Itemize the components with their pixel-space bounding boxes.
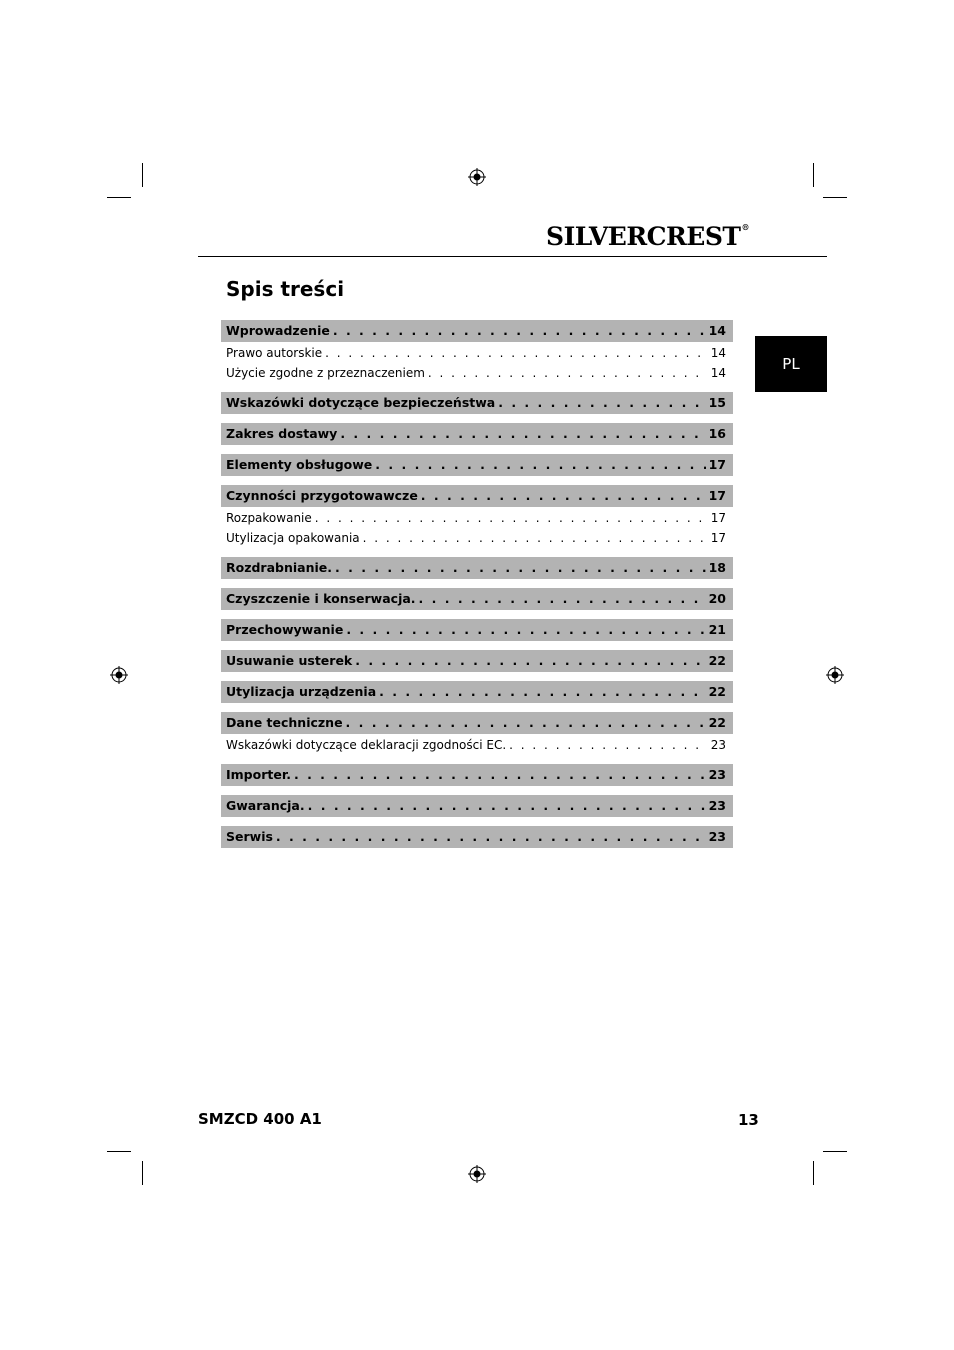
toc-section-title: Gwarancja. [226, 798, 305, 813]
toc-section-entry[interactable] [221, 588, 733, 610]
crop-mark [823, 197, 847, 198]
toc-section-title: Przechowywanie [226, 622, 344, 637]
toc-section-entry[interactable] [221, 454, 733, 476]
toc-leader-dots [419, 588, 706, 610]
toc-section-title: Dane techniczne [226, 715, 343, 730]
toc-section-page: 17 [708, 457, 726, 472]
toc-section-title: Elementy obsługowe [226, 457, 373, 472]
toc-section-entry[interactable] [221, 826, 733, 848]
crop-mark [823, 1151, 847, 1152]
toc-section-page: 21 [708, 622, 726, 637]
toc-section-entry[interactable] [221, 619, 733, 641]
crosshair-registration-icon [468, 168, 486, 186]
crosshair-registration-icon [468, 1165, 486, 1183]
toc-subsection-entry[interactable] [221, 528, 733, 548]
toc-leader-dots [363, 528, 708, 548]
toc-subsection-page: 17 [710, 511, 726, 525]
toc-section-page: 22 [708, 653, 726, 668]
toc-section-entry[interactable] [221, 320, 733, 342]
toc-section-page: 23 [708, 767, 726, 782]
crosshair-registration-icon [826, 666, 844, 684]
toc-leader-dots [379, 681, 705, 703]
toc-leader-dots [355, 650, 705, 672]
toc-section-page: 15 [708, 395, 726, 410]
toc-section-page: 14 [708, 323, 726, 338]
toc-section-title: Usuwanie usterek [226, 653, 353, 668]
toc-leader-dots [375, 454, 705, 476]
toc-leader-dots [294, 764, 706, 786]
toc-section-entry[interactable] [221, 423, 733, 445]
toc-section-title: Rozdrabnianie. [226, 560, 333, 575]
toc-section-entry[interactable] [221, 485, 733, 507]
toc-section-page: 22 [708, 684, 726, 699]
toc-leader-dots [498, 392, 705, 414]
toc-leader-dots [346, 712, 706, 734]
toc-section-page: 17 [708, 488, 726, 503]
brand-logo-text: SILVERCREST [546, 222, 741, 251]
toc-subsection-entry[interactable] [221, 508, 733, 528]
toc-leader-dots [335, 557, 706, 579]
toc-leader-dots [509, 735, 708, 755]
toc-section-entry[interactable] [221, 795, 733, 817]
language-tab-label: PL [782, 355, 800, 373]
toc-section-entry[interactable] [221, 650, 733, 672]
toc-leader-dots [325, 343, 708, 363]
toc-subsection-entry[interactable] [221, 735, 733, 755]
crop-mark [142, 1161, 143, 1185]
toc-section-page: 16 [708, 426, 726, 441]
toc-section-entry[interactable] [221, 557, 733, 579]
toc-subsection-page: 17 [710, 531, 726, 545]
model-number: SMZCD 400 A1 [198, 1110, 322, 1128]
brand-logo [546, 222, 749, 251]
toc-section-page: 23 [708, 829, 726, 844]
toc-section-page: 18 [708, 560, 726, 575]
toc-subsection-entry[interactable] [221, 343, 733, 363]
toc-subsection-title: Utylizacja opakowania [226, 531, 360, 545]
toc-section-title: Importer. [226, 767, 291, 782]
crosshair-registration-icon [110, 666, 128, 684]
toc-subsection-title: Prawo autorskie [226, 346, 323, 360]
toc-subsection-title: Użycie zgodne z przeznaczeniem [226, 366, 425, 380]
page-number: 13 [738, 1111, 759, 1129]
toc-subsection-page: 14 [710, 366, 726, 380]
crop-mark [142, 163, 143, 187]
toc-section-title: Zakres dostawy [226, 426, 338, 441]
toc-section-page: 22 [708, 715, 726, 730]
toc-section-title: Utylizacja urządzenia [226, 684, 377, 699]
toc-leader-dots [346, 619, 705, 641]
toc-section-entry[interactable] [221, 392, 733, 414]
toc-section-entry[interactable] [221, 764, 733, 786]
toc-leader-dots [333, 320, 706, 342]
page-title: Spis treści [226, 277, 345, 301]
registered-mark: ® [741, 222, 749, 232]
toc-section-page: 23 [708, 798, 726, 813]
toc-leader-dots [428, 363, 708, 383]
toc-subsection-page: 23 [710, 738, 726, 752]
toc-subsection-title: Wskazówki dotyczące deklaracji zgodności EC. [226, 738, 507, 752]
toc-subsection-page: 14 [710, 346, 726, 360]
toc-leader-dots [340, 423, 705, 445]
toc-section-title: Czynności przygotowawcze [226, 488, 418, 503]
toc-section-title: Czyszczenie i konserwacja. [226, 591, 416, 606]
toc-leader-dots [276, 826, 706, 848]
toc-section-entry[interactable] [221, 681, 733, 703]
toc-section-title: Serwis [226, 829, 273, 844]
toc-leader-dots [308, 795, 706, 817]
toc-section-entry[interactable] [221, 712, 733, 734]
toc-subsection-entry[interactable] [221, 363, 733, 383]
crop-mark [813, 163, 814, 187]
crop-mark [813, 1161, 814, 1185]
header-rule [198, 256, 827, 257]
crop-mark [107, 197, 131, 198]
toc-section-title: Wprowadzenie [226, 323, 330, 338]
language-tab [755, 336, 827, 392]
toc-section-page: 20 [708, 591, 726, 606]
toc-leader-dots [315, 508, 708, 528]
toc-section-title: Wskazówki dotyczące bezpieczeństwa [226, 395, 496, 410]
table-of-contents [221, 320, 733, 848]
toc-leader-dots [421, 485, 706, 507]
crop-mark [107, 1151, 131, 1152]
toc-subsection-title: Rozpakowanie [226, 511, 312, 525]
